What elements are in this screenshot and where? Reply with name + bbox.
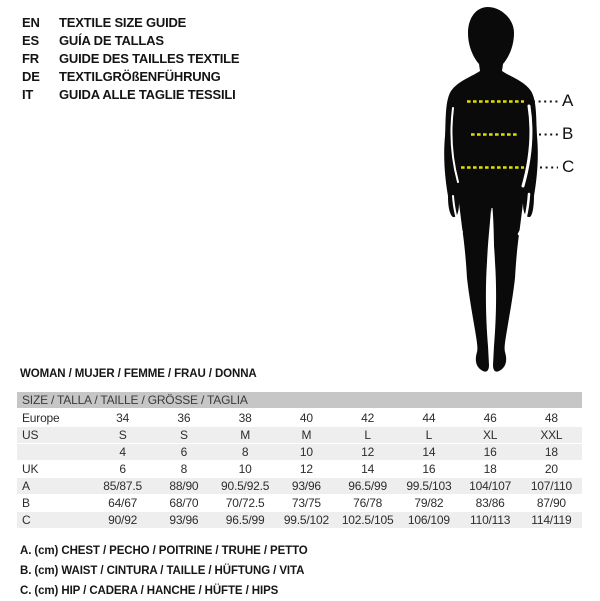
size-cell: XL — [482, 428, 498, 442]
arm-gap-left — [451, 108, 458, 182]
size-cell: 42 — [361, 411, 375, 425]
size-cell: 64/67 — [108, 496, 138, 510]
language-title: GUIDA ALLE TAGLIE TESSILI — [59, 86, 236, 102]
size-cell: 99.5/103 — [406, 479, 452, 493]
measure-label-waist: B — [562, 124, 574, 143]
measure-label-hip: C — [562, 157, 575, 176]
hand-gap-left — [453, 196, 462, 232]
hand-gap-right — [519, 194, 529, 234]
size-table-body — [17, 409, 582, 529]
size-cell: 90.5/92.5 — [221, 479, 270, 493]
row-label — [17, 444, 92, 461]
language-code: ES — [22, 32, 39, 48]
language-code: FR — [22, 50, 39, 66]
size-cell: 14 — [361, 462, 375, 476]
size-cell: 10 — [238, 462, 252, 476]
table-row — [17, 444, 582, 461]
language-title: GUIDE DES TAILLES TEXTILE — [59, 50, 240, 66]
size-cell: XXL — [540, 428, 563, 442]
size-cell: 20 — [544, 462, 558, 476]
size-cell: 48 — [544, 411, 558, 425]
size-cell: 114/119 — [531, 513, 572, 527]
size-cell: 6 — [180, 445, 188, 459]
size-cell: L — [364, 428, 371, 442]
language-title: TEXTILE SIZE GUIDE — [59, 14, 187, 30]
language-row — [22, 67, 239, 85]
size-cell: 99.5/102 — [283, 513, 329, 527]
size-cell: 104/107 — [469, 479, 512, 493]
row-label: UK — [22, 462, 39, 476]
size-cell: M — [301, 428, 312, 442]
row-label: C — [22, 513, 31, 527]
size-cell: 110/113 — [470, 513, 511, 527]
size-cell: 14 — [422, 445, 436, 459]
size-cell: 10 — [299, 445, 313, 459]
size-cell: M — [240, 428, 251, 442]
table-row — [17, 495, 582, 512]
legend-line: C. (cm) HIP / CADERA / HANCHE / HÜFTE / HIPS — [20, 585, 279, 597]
language-list — [22, 13, 239, 103]
row-label: US — [22, 428, 39, 442]
size-cell: 6 — [119, 462, 126, 476]
table-row — [17, 461, 582, 478]
size-cell: 76/78 — [353, 496, 383, 510]
row-label: Europe — [22, 411, 60, 425]
size-cell: 83/86 — [475, 496, 505, 510]
measure-label-chest: A — [562, 91, 574, 110]
size-cell: 18 — [544, 445, 558, 459]
size-cell: 107/110 — [530, 479, 572, 493]
size-cell: 12 — [299, 462, 313, 476]
size-cell: 90/92 — [108, 513, 138, 527]
measure-legend — [20, 541, 308, 601]
size-cell: 85/87.5 — [103, 479, 142, 493]
leg-gap — [488, 208, 494, 345]
table-header-label: SIZE / TALLA / TAILLE / GRÖSSE / TAGLIA — [17, 392, 582, 409]
legend-line: B. (cm) WAIST / CINTURA / TAILLE / HÜFTUNG / VITA — [20, 565, 305, 577]
size-cell: 96.5/99 — [348, 479, 387, 493]
size-cell: 8 — [180, 462, 188, 476]
size-cell: 79/82 — [414, 496, 444, 510]
row-label: B — [22, 496, 30, 510]
table-row — [17, 478, 582, 495]
language-code: IT — [22, 86, 34, 102]
table-header-row — [17, 392, 582, 409]
size-cell: 16 — [483, 445, 497, 459]
size-cell: 46 — [483, 411, 497, 425]
size-cell: 96.5/99 — [225, 513, 265, 527]
size-table — [17, 392, 582, 529]
size-cell: 93/96 — [291, 479, 321, 493]
arm-gap-right — [523, 106, 531, 186]
language-row — [22, 31, 239, 49]
size-cell: 44 — [422, 411, 436, 425]
row-label: A — [22, 479, 30, 493]
size-cell: S — [179, 428, 188, 442]
size-cell: 12 — [361, 445, 375, 459]
size-cell: 102.5/105 — [341, 513, 394, 527]
size-cell: 68/70 — [169, 496, 199, 510]
size-cell: 38 — [238, 411, 252, 425]
legend-line: A. (cm) CHEST / PECHO / POITRINE / TRUHE / PETTO — [20, 545, 308, 557]
section-title-woman: WOMAN / MUJER / FEMME / FRAU / DONNA — [20, 368, 257, 380]
size-cell: 70/72.5 — [225, 496, 265, 510]
language-title: TEXTILGRÖßENFÜHRUNG — [59, 68, 221, 84]
size-cell: 106/109 — [407, 513, 450, 527]
language-row — [22, 85, 239, 103]
table-row — [17, 512, 582, 529]
size-cell: 40 — [299, 411, 313, 425]
size-cell: 16 — [422, 462, 436, 476]
language-row — [22, 49, 239, 67]
language-code: EN — [22, 14, 40, 30]
size-cell: 88/90 — [169, 479, 199, 493]
size-cell: L — [425, 428, 433, 442]
language-code: DE — [22, 68, 40, 84]
female-silhouette — [444, 7, 538, 372]
size-cell: 87/90 — [536, 496, 566, 510]
language-title: GUÍA DE TALLAS — [59, 32, 164, 48]
size-cell: 4 — [119, 445, 126, 459]
size-cell: 93/96 — [169, 513, 199, 527]
table-row — [17, 409, 582, 427]
size-cell: 18 — [483, 462, 497, 476]
table-row — [17, 427, 582, 444]
size-cell: 8 — [241, 445, 249, 459]
size-cell: S — [118, 428, 127, 442]
size-cell: 34 — [116, 411, 130, 425]
language-row — [22, 13, 239, 31]
size-cell: 73/75 — [291, 496, 321, 510]
size-cell: 36 — [177, 411, 191, 425]
